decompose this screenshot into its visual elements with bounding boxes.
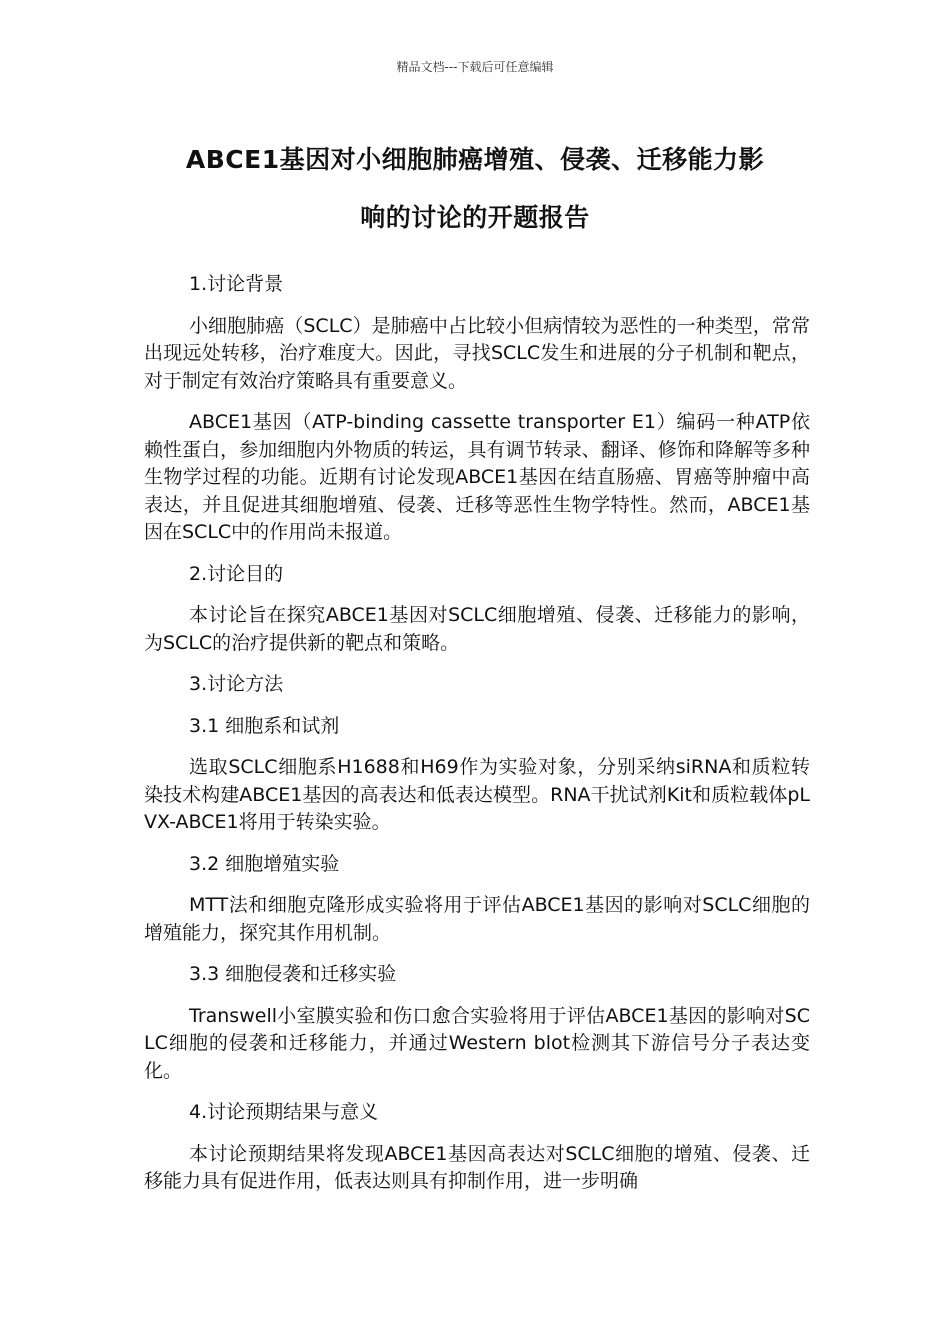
document-title-line-1: ABCE1基因对小细胞肺癌增殖、侵袭、迁移能力影 [185, 145, 765, 174]
subsection-heading-proliferation: 3.2 细胞增殖实验 [189, 852, 340, 875]
document-title-line-2: 响的讨论的开题报告 [360, 203, 590, 232]
subsection-heading-invasion: 3.3 细胞侵袭和迁移实验 [189, 963, 397, 985]
subsection-heading-cell-lines: 3.1 细胞系和试剂 [189, 714, 340, 737]
section-heading-purpose: 2.讨论目的 [189, 562, 284, 585]
section-heading-background: 1.讨论背景 [189, 273, 284, 295]
paragraph-sclc-intro: 小细胞肺癌（SCLC）是肺癌中占比较小但病情较为恶性的一种类型，常常出现远处转移，治疗难度大。因此，寻找SCLC发生和进展的分子机制和靶点，对于制定有效治疗策略具有重要意义。 [144, 314, 810, 392]
section-heading-expected-results: 4.讨论预期结果与意义 [189, 1101, 379, 1123]
section-heading-methods: 3.讨论方法 [189, 673, 284, 695]
paragraph-proliferation: MTT法和细胞克隆形成实验将用于评估ABCE1基因的影响对SCLC细胞的增殖能力，探究其作用机制。 [144, 894, 810, 944]
paragraph-purpose: 本讨论旨在探究ABCE1基因对SCLC细胞增殖、侵袭、迁移能力的影响，为SCLC的治疗提供新的靶点和策略。 [144, 604, 810, 654]
header-note: 精品文档---下载后可任意编辑 [396, 60, 554, 74]
paragraph-abce1-intro: ABCE1基因（ATP-binding cassette transporter E1）编码一种ATP依赖性蛋白，参加细胞内外物质的转运，具有调节转录、翻译、修饰和降解等多种生物学过程的功能。近期有讨论发现ABCE1基因在结直肠癌、胃癌等肿瘤中高表达，并且促进其细胞增殖、侵袭、迁移等恶性生物学特性。然而，ABCE1基因在SCLC中的作用尚未报道。 [144, 411, 810, 543]
paragraph-invasion: Transwell小室膜实验和伤口愈合实验将用于评估ABCE1基因的影响对SCLC细胞的侵袭和迁移能力，并通过Western blot检测其下游信号分子表达变化。 [144, 1004, 810, 1082]
paragraph-cell-lines: 选取SCLC细胞系H1688和H69作为实验对象，分别采纳siRNA和质粒转染技术构建ABCE1基因的高表达和低表达模型。RNA干扰试剂Kit和质粒载体pLVX-ABCE1将用于转染实验。 [144, 756, 810, 833]
paragraph-expected-results: 本讨论预期结果将发现ABCE1基因高表达对SCLC细胞的增殖、侵袭、迁移能力具有促进作用，低表达则具有抑制作用，进一步明确 [144, 1142, 810, 1192]
document-body [144, 271, 810, 1210]
